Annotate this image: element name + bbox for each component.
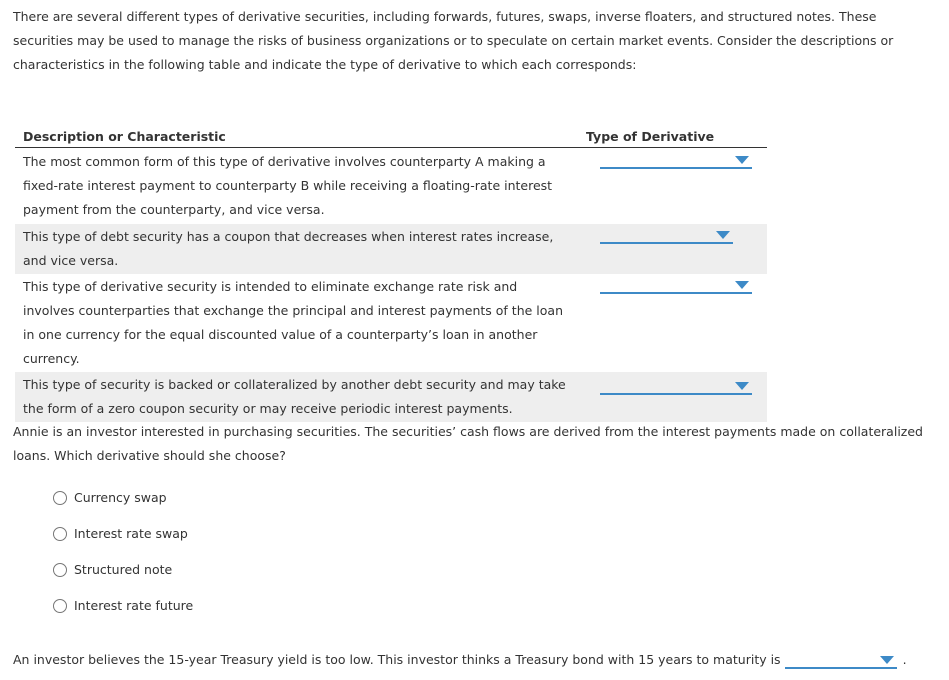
chevron-down-icon — [735, 281, 749, 289]
chevron-down-icon — [735, 156, 749, 164]
radio-button[interactable] — [53, 563, 67, 577]
type-dropdown-2[interactable] — [600, 225, 733, 244]
table-row — [15, 224, 767, 274]
intro-paragraph: There are several different types of derivative securities, including forwards, futures, swaps, inverse floaters, and structured notes. These securities may be used to manage the risks of business organizations or to speculate on certain market events. Consider the descriptions or characteristics in the following table and indicate the type of derivative to which each corresponds: — [13, 9, 894, 72]
radio-button[interactable] — [53, 527, 67, 541]
row-select-cell — [576, 372, 767, 422]
table-row — [15, 148, 767, 225]
option-interest-rate-future[interactable] — [53, 595, 193, 631]
option-currency-swap[interactable] — [53, 487, 193, 523]
chevron-down-icon — [880, 656, 894, 664]
derivative-table — [15, 125, 767, 422]
final-period: . — [902, 652, 907, 667]
option-structured-note[interactable] — [53, 559, 193, 595]
answer-options — [53, 487, 193, 631]
type-dropdown-1[interactable] — [600, 150, 752, 169]
final-question — [13, 648, 907, 672]
chevron-down-icon — [735, 382, 749, 390]
type-column-header: Type of Derivative — [576, 125, 767, 148]
option-interest-rate-swap[interactable] — [53, 523, 193, 559]
option-label: Currency swap — [74, 490, 167, 505]
description-column-header: Description or Characteristic — [15, 125, 576, 148]
row-select-cell — [576, 274, 767, 372]
row-select-cell — [576, 224, 767, 274]
table-row — [15, 372, 767, 422]
question-text: Annie is an investor interested in purchasing securities. The securities’ cash flows are derived from the interest payments made on collateralized loans. Which derivative should she choose? — [13, 424, 923, 463]
type-dropdown-4[interactable] — [600, 376, 752, 395]
final-answer-dropdown[interactable] — [785, 650, 897, 669]
option-label: Interest rate future — [74, 598, 194, 613]
option-label: Structured note — [74, 562, 173, 577]
row-description: This type of security is backed or collateralized by another debt security and may take the form of a zero coupon security or may receive periodic interest payments. — [15, 372, 576, 422]
radio-button[interactable] — [53, 491, 67, 505]
table-header-row — [15, 125, 767, 148]
row-description: This type of derivative security is intended to eliminate exchange rate risk and involves counterparties that exchange the principal and interest payments of the loan in one currency for the equal discounted value of a counterparty’s loan in another currency. — [23, 279, 563, 366]
row-description: The most common form of this type of derivative involves counterparty A making a fixed-rate interest payment to counterparty B while receiving a floating-rate interest payment from the counterparty, and vice versa. — [23, 154, 553, 217]
type-dropdown-3[interactable] — [600, 275, 752, 294]
option-label: Interest rate swap — [74, 526, 188, 541]
chevron-down-icon — [716, 231, 730, 239]
table-row — [15, 274, 767, 372]
row-description: This type of debt security has a coupon that decreases when interest rates increase, and vice versa. — [15, 224, 576, 274]
row-select-cell — [576, 148, 767, 225]
radio-button[interactable] — [53, 599, 67, 613]
final-question-text: An investor believes the 15-year Treasury yield is too low. This investor thinks a Treasury bond with 15 years to maturity is — [13, 652, 781, 667]
